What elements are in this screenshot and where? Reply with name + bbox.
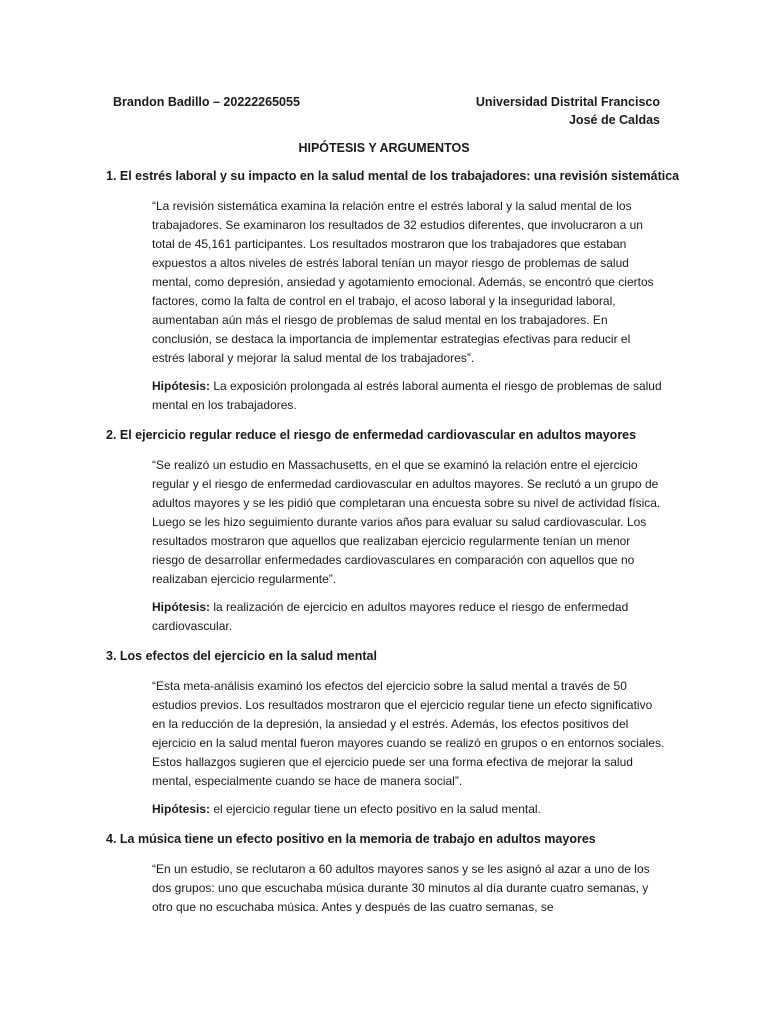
hypothesis-label: Hipótesis: (152, 802, 211, 816)
section-heading: 3. Los efectos del ejercicio en la salud mental (106, 649, 377, 663)
hypothesis-text: el ejercicio regular tiene un efecto positivo en la salud mental. (210, 802, 541, 816)
section-2 (106, 426, 666, 636)
section-quote: “Se realizó un estudio en Massachusetts, en el que se examinó la relación entre el ejercicio regular y el riesgo de enfermedad cardiovascular en adultos mayores. Se reclutó a un grupo de adultos mayores y se les pidió que completaran una encuesta sobre su nivel de actividad física. Luego se les hizo seguimiento durante varios años para evaluar su salud cardiovascular. Los resultados mostraron que aquellos que realizaban ejercicio regularmente tenían un menor riesgo de desarrollar enfermedades cardiovasculares en comparación con aquellos que no realizaban ejercicio regularmente”. (152, 458, 661, 586)
section-quote: “La revisión sistemática examina la relación entre el estrés laboral y la salud mental de los trabajadores. Se examinaron los resultados de 32 estudios diferentes, que involucraron a un total de 45,161 participantes. Los resultados mostraron que los trabajadores que estaban expuestos a altos niveles de estrés laboral tenían un mayor riesgo de problemas de salud mental, como depresión, ansiedad y agotamiento emocional. Además, se encontró que ciertos factores, como la falta de control en el trabajo, el acoso laboral y la inseguridad laboral, aumentaban aún más el riesgo de problemas de salud mental en los trabajadores. En conclusión, se destaca la importancia de implementar estrategias efectivas para reducir el estrés laboral y mejorar la salud mental de los trabajadores”. (152, 199, 654, 365)
university-line-2: José de Caldas (568, 113, 660, 127)
hypothesis-text: La exposición prolongada al estrés laboral aumenta el riesgo de problemas de salud mental en los trabajadores. (152, 379, 662, 412)
university-line-1: Universidad Distrital Francisco (475, 95, 660, 109)
university-name (460, 93, 660, 129)
section-3 (106, 647, 666, 819)
hypothesis-label: Hipótesis: (152, 600, 211, 614)
section-quote: “En un estudio, se reclutaron a 60 adultos mayores sanos y se les asignó al azar a uno de los dos grupos: uno que escuchaba música durante 30 minutos al día durante cuatro semanas, y otro que no escuchaba música. Antes y después de las cuatro semanas, se (152, 862, 650, 914)
hypothesis-label: Hipótesis: (152, 379, 211, 393)
section-quote: “Esta meta-análisis examinó los efectos del ejercicio sobre la salud mental a través de 50 estudios previos. Los resultados mostraron que el ejercicio regular tiene un efecto significativo en la reducción de la depresión, la ansiedad y el estrés. Además, los efectos positivos del ejercicio en la salud mental fueron mayores cuando se realizó en grupos o en entornos sociales. Estos hallazgos sugieren que el ejercicio puede ser una forma efectiva de mejorar la salud mental, especialmente cuando se hace de manera social”. (152, 679, 665, 788)
section-heading: 2. El ejercicio regular reduce el riesgo de enfermedad cardiovascular en adultos mayores (106, 428, 637, 442)
section-heading: 1. El estrés laboral y su impacto en la salud mental de los trabajadores: una revisión sistemática (106, 169, 680, 183)
section-4 (106, 830, 666, 917)
section-1 (106, 167, 680, 415)
section-heading: 4. La música tiene un efecto positivo en la memoria de trabajo en adultos mayores (106, 832, 596, 846)
hypothesis-text: la realización de ejercicio en adultos mayores reduce el riesgo de enfermedad cardiovascular. (152, 600, 629, 633)
section-hypothesis (152, 800, 666, 819)
section-hypothesis (152, 377, 666, 415)
document-title: HIPÓTESIS Y ARGUMENTOS (298, 141, 470, 155)
document-body (106, 167, 680, 926)
author-line: Brandon Badillo – 20222265055 (113, 95, 300, 109)
section-hypothesis (152, 598, 666, 636)
